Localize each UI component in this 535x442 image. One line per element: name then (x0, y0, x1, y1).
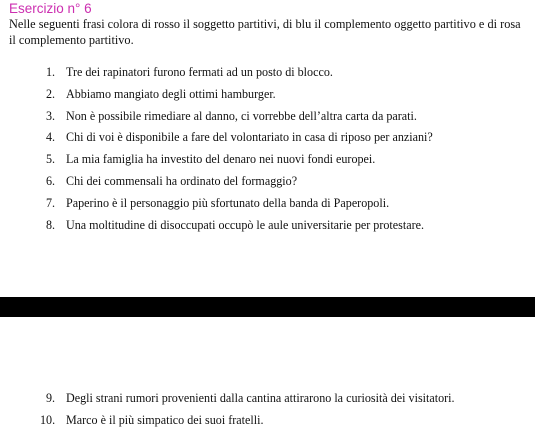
item-number: 3. (46, 109, 56, 123)
item-number: 7. (46, 196, 56, 210)
exercise-item-2 (46, 87, 276, 102)
item-number: 1. (46, 65, 56, 79)
exercise-item-7 (46, 196, 389, 211)
item-text: Chi di voi è disponibile a fare del volontariato in casa di riposo per anziani? (66, 130, 433, 144)
item-text: Abbiamo mangiato degli ottimi hamburger. (66, 87, 276, 101)
item-text: Marco è il più simpatico dei suoi fratelli. (66, 413, 264, 427)
item-text: Degli strani rumori provenienti dalla cantina attirarono la curiosità dei visitatori. (66, 391, 455, 405)
item-text: La mia famiglia ha investito del denaro nei nuovi fondi europei. (66, 152, 376, 166)
item-number: 4. (46, 130, 56, 144)
exercise-item-3 (46, 109, 417, 124)
black-band-divider (0, 297, 535, 317)
item-number: 5. (46, 152, 56, 166)
exercise-item-1 (46, 65, 333, 80)
item-text: Non è possibile rimediare al danno, ci vorrebbe dell’altra carta da parati. (66, 109, 417, 123)
item-text: Tre dei rapinatori furono fermati ad un posto di blocco. (66, 65, 333, 79)
item-text: Paperino è il personaggio più sfortunato della banda di Paperopoli. (66, 196, 390, 210)
item-number: 6. (46, 174, 56, 188)
exercise-item-6 (46, 174, 297, 189)
item-number: 8. (46, 218, 56, 232)
exercise-item-10 (40, 413, 263, 428)
exercise-title: Esercizio n° 6 (9, 1, 92, 16)
exercise-item-8 (46, 218, 424, 233)
exercise-item-5 (46, 152, 375, 167)
item-text: Una moltitudine di disoccupati occupò le aule universitarie per protestare. (66, 218, 424, 232)
item-number: 9. (46, 391, 56, 405)
item-number: 10. (40, 413, 56, 427)
exercise-item-4 (46, 130, 433, 145)
exercise-instructions: Nelle seguenti frasi colora di rosso il soggetto partitivi, di blu il complemento oggetto partitivo e di rosa il complemento partitivo. (9, 17, 521, 47)
item-number: 2. (46, 87, 56, 101)
exercise-item-9 (46, 391, 455, 406)
item-text: Chi dei commensali ha ordinato del formaggio? (66, 174, 298, 188)
